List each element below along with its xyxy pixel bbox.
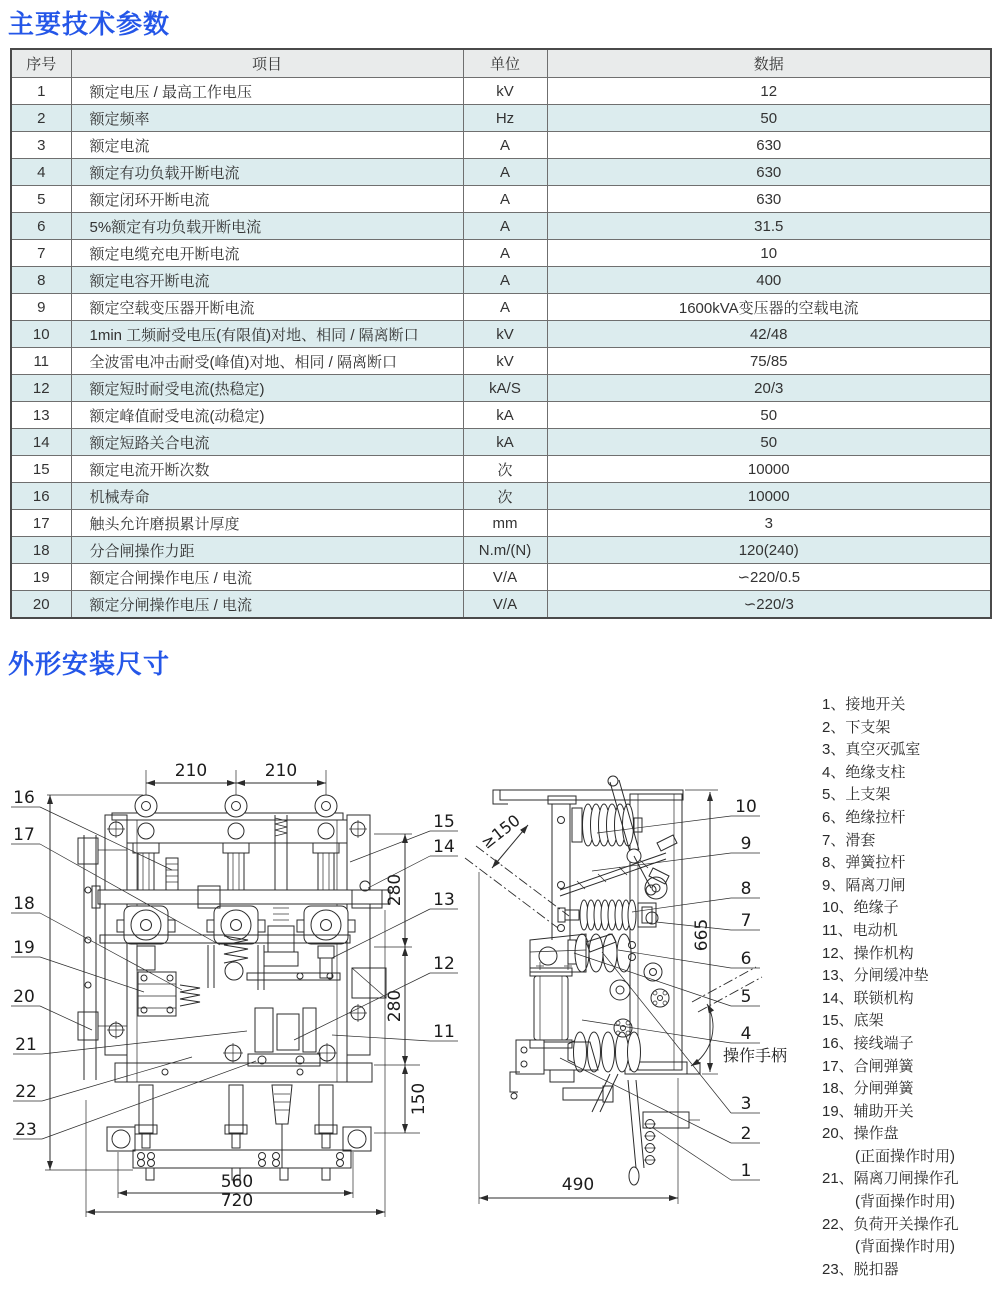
callout-2: 2	[740, 1124, 752, 1144]
table-cell: 全波雷电冲击耐受(峰值)对地、相同 / 隔离断口	[71, 348, 463, 375]
table-cell: 11	[11, 348, 71, 375]
table-cell: 20	[11, 591, 71, 619]
side-structure	[465, 776, 762, 1185]
legend-item: 14、联锁机构	[822, 989, 914, 1007]
table-cell: Hz	[463, 105, 547, 132]
table-row	[11, 132, 991, 159]
legend-item: 17、合闸弹簧	[822, 1057, 914, 1075]
dim-min-clearance: ≥150	[477, 810, 524, 853]
table-header-row	[11, 49, 991, 78]
callout-18: 18	[13, 894, 35, 914]
table-cell: N.m/(N)	[463, 537, 547, 564]
table-cell: 50	[547, 402, 991, 429]
table-row	[11, 321, 991, 348]
table-cell: 分合闸操作力距	[71, 537, 463, 564]
table-cell: 400	[547, 267, 991, 294]
table-cell: 2	[11, 105, 71, 132]
table-row	[11, 240, 991, 267]
legend-item: 21、隔离刀闸操作孔	[822, 1170, 959, 1188]
table-cell: 次	[463, 456, 547, 483]
params-table-body	[11, 78, 991, 619]
section-title-dimensions: 外形安装尺寸	[8, 649, 171, 679]
legend-item: 7、滑套	[822, 831, 876, 849]
legend-item: 3、真空灭弧室	[822, 741, 921, 759]
table-cell: 42/48	[547, 321, 991, 348]
legend-list	[822, 694, 1000, 1281]
callout-12: 12	[433, 954, 455, 974]
legend-item: 10、绝缘子	[822, 899, 899, 917]
table-cell: 15	[11, 456, 71, 483]
callout-7: 7	[740, 911, 752, 931]
table-cell: kA	[463, 402, 547, 429]
legend-item: 18、分闸弹簧	[822, 1080, 914, 1098]
table-cell: 额定电流	[71, 132, 463, 159]
legend-item: 6、绝缘拉杆	[822, 808, 906, 826]
table-cell: 19	[11, 564, 71, 591]
table-cell: 16	[11, 483, 71, 510]
table-row	[11, 105, 991, 132]
callout-20: 20	[13, 987, 35, 1007]
legend-item: 16、接线端子	[822, 1034, 914, 1052]
table-cell: A	[463, 240, 547, 267]
legend-item: 23、脱扣器	[822, 1260, 899, 1278]
table-cell: 10000	[547, 483, 991, 510]
table-row	[11, 78, 991, 105]
table-cell: 1	[11, 78, 71, 105]
table-cell: 50	[547, 105, 991, 132]
legend-item: 5、上支架	[822, 786, 891, 804]
dim-490: 490	[561, 1175, 595, 1195]
table-cell: A	[463, 186, 547, 213]
callout-5: 5	[740, 987, 752, 1007]
table-cell: kA/S	[463, 375, 547, 402]
legend-item: 19、辅助开关	[822, 1102, 914, 1120]
callout-11: 11	[433, 1022, 455, 1042]
legend-item: 4、绝缘支柱	[822, 763, 906, 781]
legend-item: 11、电动机	[822, 921, 898, 939]
legend-item: 15、底架	[822, 1012, 884, 1030]
table-cell: 12	[547, 78, 991, 105]
table-cell: 次	[463, 483, 547, 510]
parameters-table	[10, 48, 992, 619]
table-cell: ∽220/0.5	[547, 564, 991, 591]
table-cell: 额定分闸操作电压 / 电流	[71, 591, 463, 619]
callout-3: 3	[740, 1094, 752, 1114]
table-cell: 5%额定有功负载开断电流	[71, 213, 463, 240]
table-cell: 机械寿命	[71, 483, 463, 510]
legend-item: 8、弹簧拉杆	[822, 854, 906, 872]
table-cell: 10000	[547, 456, 991, 483]
legend-note: (正面操作时用)	[855, 1147, 955, 1165]
callout-16: 16	[13, 788, 35, 808]
table-cell: 75/85	[547, 348, 991, 375]
table-cell: 8	[11, 267, 71, 294]
table-row	[11, 591, 991, 619]
table-row	[11, 456, 991, 483]
side-view-drawing	[460, 740, 820, 1285]
table-cell: 14	[11, 429, 71, 456]
table-row	[11, 537, 991, 564]
table-cell: 触头允许磨损累计厚度	[71, 510, 463, 537]
table-row	[11, 375, 991, 402]
front-view-drawing	[0, 740, 460, 1245]
table-cell: 7	[11, 240, 71, 267]
table-cell: 额定电流开断次数	[71, 456, 463, 483]
col-header-data: 数据	[547, 49, 991, 78]
table-cell: 额定有功负载开断电流	[71, 159, 463, 186]
table-cell: 31.5	[547, 213, 991, 240]
callout-8: 8	[740, 879, 752, 899]
pole-assembly	[297, 843, 355, 978]
table-cell: kV	[463, 348, 547, 375]
table-cell: 12	[11, 375, 71, 402]
table-cell: 50	[547, 429, 991, 456]
callout-10: 10	[735, 797, 757, 817]
table-row	[11, 267, 991, 294]
legend-item: 20、操作盘	[822, 1125, 899, 1143]
handle-label: 操作手柄	[723, 1046, 788, 1065]
table-cell: 17	[11, 510, 71, 537]
table-cell: 120(240)	[547, 537, 991, 564]
legend-item: 13、分闸缓冲垫	[822, 967, 929, 985]
callout-22: 22	[15, 1082, 37, 1102]
table-row	[11, 510, 991, 537]
table-cell: 1min 工频耐受电压(有限值)对地、相同 / 隔离断口	[71, 321, 463, 348]
col-header-item: 项目	[71, 49, 463, 78]
callout-6: 6	[740, 949, 752, 969]
dim-280-lower: 280	[385, 989, 405, 1023]
dim-720: 720	[220, 1191, 254, 1211]
table-cell: A	[463, 294, 547, 321]
table-cell: 13	[11, 402, 71, 429]
callout-14: 14	[433, 837, 455, 857]
callout-15: 15	[433, 812, 455, 832]
table-cell: 630	[547, 132, 991, 159]
table-cell: 3	[547, 510, 991, 537]
table-cell: A	[463, 132, 547, 159]
dim-280-upper: 280	[385, 873, 405, 907]
table-cell: 20/3	[547, 375, 991, 402]
legend-item: 22、负荷开关操作孔	[822, 1215, 959, 1233]
callout-19: 19	[13, 938, 35, 958]
table-cell: 额定峰值耐受电流(动稳定)	[71, 402, 463, 429]
legend-note: (背面操作时用)	[855, 1193, 955, 1211]
table-cell: 额定合闸操作电压 / 电流	[71, 564, 463, 591]
callout-1: 1	[740, 1161, 752, 1181]
legend-item: 12、操作机构	[822, 944, 914, 962]
table-row	[11, 483, 991, 510]
table-cell: 额定闭环开断电流	[71, 186, 463, 213]
table-cell: ∽220/3	[547, 591, 991, 619]
dim-665: 665	[692, 918, 712, 952]
col-header-unit: 单位	[463, 49, 547, 78]
table-row	[11, 186, 991, 213]
front-structure	[78, 795, 390, 1180]
table-row	[11, 402, 991, 429]
table-cell: kV	[463, 78, 547, 105]
table-cell: 3	[11, 132, 71, 159]
table-row	[11, 294, 991, 321]
table-cell: V/A	[463, 591, 547, 619]
callout-17: 17	[13, 825, 35, 845]
table-cell: 630	[547, 186, 991, 213]
callout-4: 4	[740, 1024, 752, 1044]
legend-item: 9、隔离刀闸	[822, 876, 906, 894]
table-cell: 额定短时耐受电流(热稳定)	[71, 375, 463, 402]
table-cell: 10	[547, 240, 991, 267]
table-cell: 5	[11, 186, 71, 213]
table-cell: 1600kVA变压器的空载电流	[547, 294, 991, 321]
dim-210-left: 210	[174, 761, 208, 781]
table-row	[11, 213, 991, 240]
table-row	[11, 429, 991, 456]
table-cell: A	[463, 267, 547, 294]
table-row	[11, 159, 991, 186]
table-cell: 6	[11, 213, 71, 240]
table-cell: kV	[463, 321, 547, 348]
col-header-index: 序号	[11, 49, 71, 78]
table-cell: 额定短路关合电流	[71, 429, 463, 456]
table-cell: 额定电缆充电开断电流	[71, 240, 463, 267]
table-cell: mm	[463, 510, 547, 537]
table-cell: 10	[11, 321, 71, 348]
dim-560: 560	[220, 1172, 254, 1192]
opening-spring	[180, 985, 200, 1006]
table-cell: 4	[11, 159, 71, 186]
table-cell: 额定频率	[71, 105, 463, 132]
callout-23: 23	[15, 1120, 37, 1140]
table-cell: A	[463, 159, 547, 186]
table-cell: 18	[11, 537, 71, 564]
table-cell: 9	[11, 294, 71, 321]
table-row	[11, 564, 991, 591]
table-cell: 额定空载变压器开断电流	[71, 294, 463, 321]
dim-150: 150	[409, 1082, 429, 1116]
table-cell: V/A	[463, 564, 547, 591]
section-title-parameters: 主要技术参数	[8, 9, 171, 39]
table-cell: 630	[547, 159, 991, 186]
table-cell: kA	[463, 429, 547, 456]
table-cell: 额定电容开断电流	[71, 267, 463, 294]
callout-13: 13	[433, 890, 455, 910]
legend-item: 2、下支架	[822, 718, 891, 736]
dim-210-right: 210	[264, 761, 298, 781]
callout-21: 21	[15, 1035, 37, 1055]
legend-item: 1、接地开关	[822, 696, 906, 713]
table-cell: 额定电压 / 最高工作电压	[71, 78, 463, 105]
table-cell: A	[463, 213, 547, 240]
table-row	[11, 348, 991, 375]
legend-note: (背面操作时用)	[855, 1238, 955, 1256]
callout-9: 9	[740, 834, 752, 854]
